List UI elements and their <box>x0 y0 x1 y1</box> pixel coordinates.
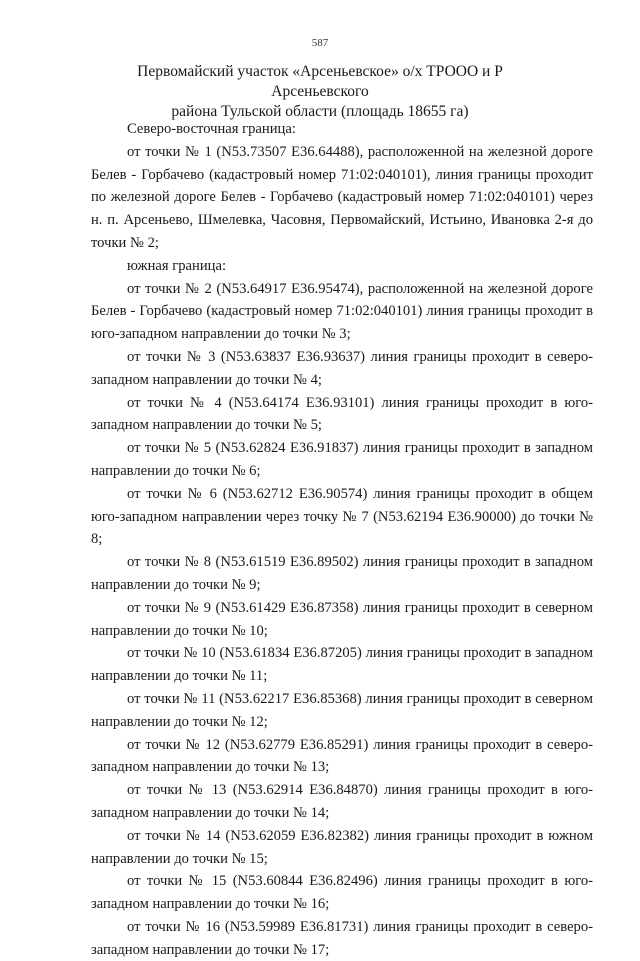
paragraph: от точки № 13 (N53.62914 E36.84870) линия границы проходит в юго-западном направлении до точки № 14; <box>91 782 593 821</box>
paragraph: от точки № 1 (N53.73507 E36.64488), расположенной на железной дороге Белев - Горбачево (кадастровый номер 71:02:040101), линия границы проходит по железной дороге Белев - Горбачево (кадастровый номер 71:02:040101) через н. п. Арсеньево, Шмелевка, Часовня, Первомайский, Истьино, Ивановка 2-я до точки № 2; <box>91 143 593 251</box>
paragraph: от точки № 11 (N53.62217 E36.85368) линия границы проходит в северном направлении до точки № 12; <box>91 690 593 730</box>
paragraph: от точки № 16 (N53.59989 E36.81731) линия границы проходит в северо-западном направлении до точки № 17; <box>91 918 593 958</box>
paragraph: от точки № 3 (N53.63837 E36.93637) линия границы проходит в северо-западном направлении до точки № 4; <box>91 348 593 388</box>
paragraph: от точки № 10 (N53.61834 E36.87205) линия границы проходит в западном направлении до точки № 11; <box>91 645 593 685</box>
document-body <box>91 118 593 961</box>
section-heading-northeast: Северо-восточная граница: <box>127 121 296 137</box>
paragraph: от точки № 12 (N53.62779 E36.85291) линия границы проходит в северо-западном направлении до точки № 13; <box>91 736 593 776</box>
paragraph: от точки № 15 (N53.60844 E36.82496) линия границы проходит в юго-западном направлении до точки № 16; <box>91 873 593 913</box>
paragraph: от точки № 5 (N53.62824 E36.91837) линия границы проходит в западном направлении до точки № 6; <box>91 440 593 479</box>
paragraph: от точки № 9 (N53.61429 E36.87358) линия границы проходит в северном направлении до точки № 10; <box>91 599 593 639</box>
paragraph: от точки № 4 (N53.64174 E36.93101) линия границы проходит в юго-западном направлении до точки № 5; <box>91 394 593 434</box>
title-line-1: Первомайский участок «Арсеньевское» о/х ТРООО и Р Арсеньевского <box>137 63 503 100</box>
page-number: 587 <box>311 37 329 49</box>
paragraph: от точки № 2 (N53.64917 E36.95474), расположенной на железной дороге Белев - Горбачево (кадастровый номер 71:02:040101) линия границы проходит в юго-западном направлении до точки № 3; <box>91 280 593 343</box>
title-line-2: района Тульской области (площадь 18655 га) <box>171 103 469 120</box>
paragraph: от точки № 14 (N53.62059 E36.82382) линия границы проходит в южном направлении до точки № 15; <box>91 827 593 867</box>
document-title <box>95 62 545 122</box>
paragraph: от точки № 8 (N53.61519 E36.89502) линия границы проходит в западном направлении до точки № 9; <box>91 554 593 593</box>
section-heading-south: южная граница: <box>127 257 226 274</box>
paragraph: от точки № 6 (N53.62712 E36.90574) линия границы проходит в общем юго-западном направлении через точку № 7 (N53.62194 E36.90000) до точки № 8; <box>91 485 593 548</box>
